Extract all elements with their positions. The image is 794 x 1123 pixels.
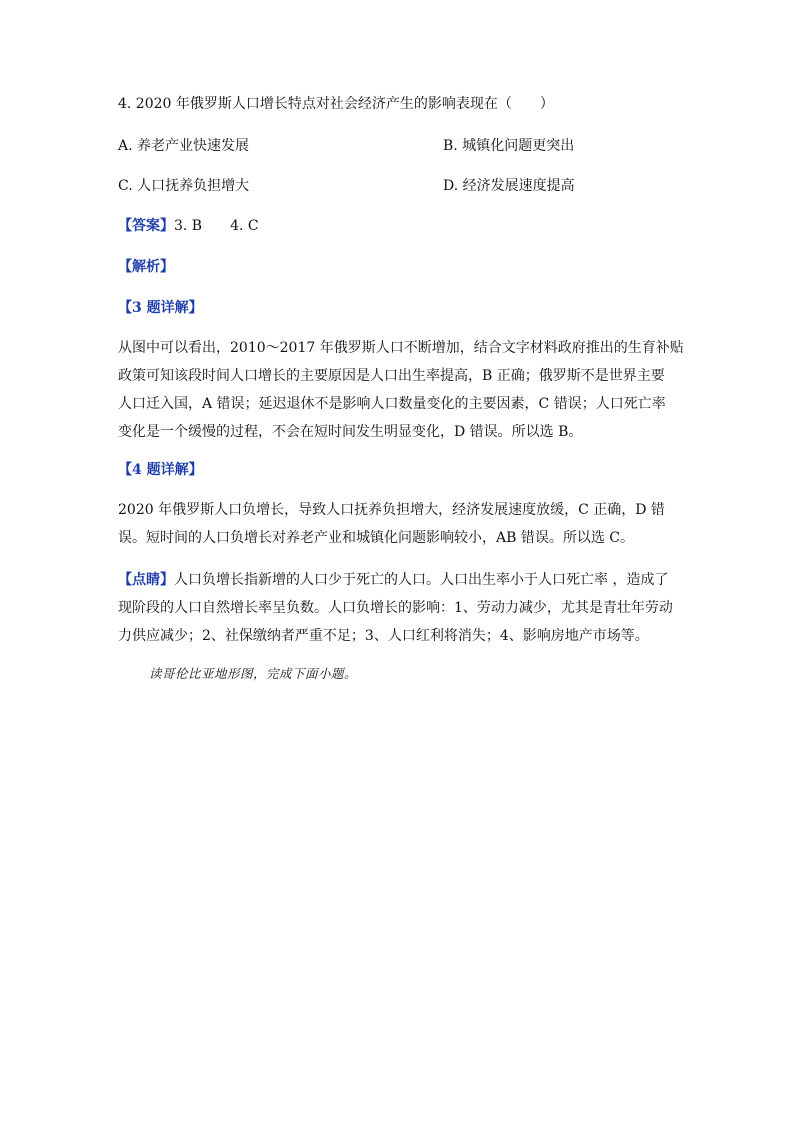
detail-4-label: 【4 题详解】 [118, 462, 203, 478]
detail-3-line: 政策可知该段时间人口增长的主要原因是人口出生率提高，B 正确；俄罗斯不是世界主要 [118, 368, 665, 384]
answer-label: 【答案】 [118, 218, 174, 234]
tip-line-text: 人口负增长指新增的人口少于死亡的人口。人口出生率小于人口死亡率 ，造成了 [174, 572, 669, 588]
answer-line [118, 216, 259, 236]
analysis-label: 【解析】 [118, 259, 174, 275]
detail-3-heading [118, 298, 203, 318]
detail-3-line: 人口迁入国，A 错误；延迟退休不是影响人口数量变化的主要因素，C 错误；人口死亡率 [118, 396, 666, 412]
option-d: D. 经济发展速度提高 [443, 178, 575, 194]
tip-paragraph [118, 566, 678, 650]
detail-3-line: 变化是一个缓慢的过程，不会在短时间发生明显变化，D 错误。所以选 B。 [118, 424, 583, 440]
detail-3-paragraph [118, 334, 684, 446]
detail-4-heading [118, 460, 203, 480]
tip-line: 力供应减少；2、社保缴纳者严重不足；3、人口红利将消失；4、影响房地产市场等。 [118, 628, 649, 644]
tip-line: 现阶段的人口自然增长率呈负数。人口负增长的影响：1、劳动力减少，尤其是青壮年劳动 [118, 600, 673, 616]
option-a: A. 养老产业快速发展 [118, 138, 250, 154]
detail-4-line: 2020 年俄罗斯人口负增长，导致人口抚养负担增大，经济发展速度放缓，C 正确，D 错 [118, 502, 665, 518]
answer-q4: 4. C [230, 218, 259, 234]
tip-label: 【点睛】 [118, 572, 174, 588]
tip-line [118, 566, 678, 594]
option-b: B. 城镇化问题更突出 [443, 138, 575, 154]
answer-q3: 3. B [174, 218, 203, 234]
detail-4-line: 误。短时间的人口负增长对养老产业和城镇化问题影响较小，AB 错误。所以选 C。 [118, 530, 635, 546]
option-c: C. 人口抚养负担增大 [118, 178, 250, 194]
analysis-heading [118, 257, 174, 277]
detail-3-label: 【3 题详解】 [118, 300, 203, 316]
detail-4-paragraph [118, 496, 678, 552]
question-4-stem: 4. 2020 年俄罗斯人口增长特点对社会经济产生的影响表现在（ ） [118, 96, 554, 112]
next-question-prompt: 读哥伦比亚地形图，完成下面小题。 [149, 666, 358, 681]
detail-3-line: 从图中可以看出，2010～2017 年俄罗斯人口不断增加，结合文字材料政府推出的生育补贴 [118, 340, 684, 356]
